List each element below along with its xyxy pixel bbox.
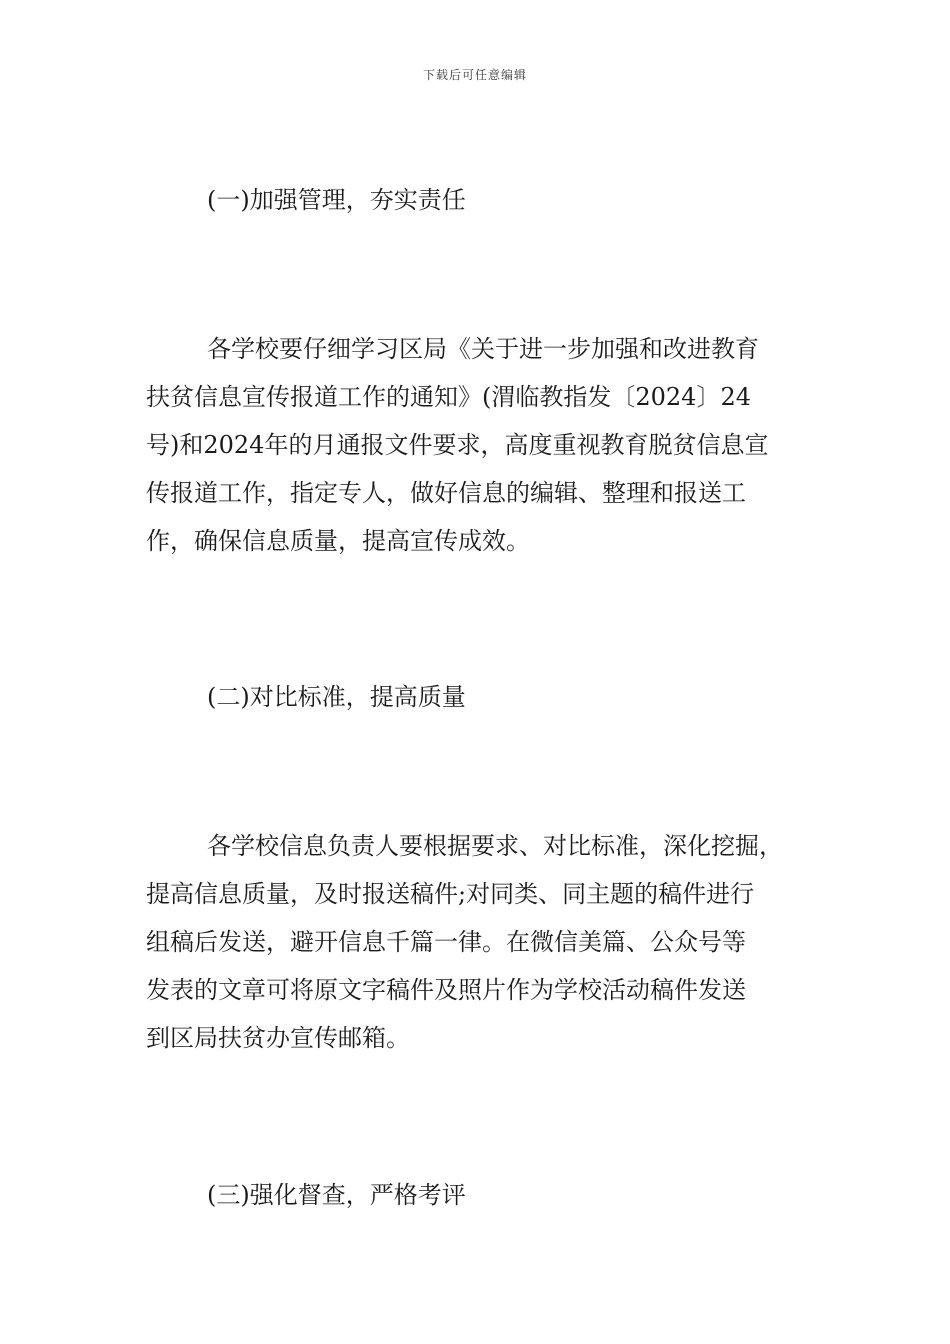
paragraph-line: 各学校要仔细学习区局《关于进一步加强和改进教育 — [207, 335, 759, 363]
paragraph-line: 作，确保信息质量，提高宣传成效。 — [146, 527, 530, 555]
paragraph-line: 提高信息质量，及时报送稿件;对同类、同主题的稿件进行 — [146, 880, 755, 908]
section-paragraph-1 — [146, 325, 806, 565]
page-header-note: 下载后可任意编辑 — [422, 68, 527, 82]
paragraph-line: 各学校信息负责人要根据要求、对比标准，深化挖掘， — [207, 832, 783, 860]
paragraph-line: 到区局扶贫办宣传邮箱。 — [146, 1024, 410, 1052]
section-heading-1: (一)加强管理，夯实责任 — [207, 186, 466, 214]
paragraph-line: 扶贫信息宣传报道工作的通知》(渭临教指发〔2024〕24 — [146, 383, 751, 411]
section-heading-2: (二)对比标准，提高质量 — [207, 683, 466, 711]
paragraph-line: 发表的文章可将原文字稿件及照片作为学校活动稿件发送 — [146, 976, 746, 1004]
paragraph-line: 号)和2024年的月通报文件要求，高度重视教育脱贫信息宣 — [146, 431, 769, 459]
paragraph-line: 传报道工作，指定专人，做好信息的编辑、整理和报送工 — [146, 479, 746, 507]
section-heading-3: (三)强化督查，严格考评 — [207, 1181, 466, 1209]
section-paragraph-2 — [146, 822, 806, 1062]
paragraph-line: 组稿后发送，避开信息千篇一律。在微信美篇、公众号等 — [146, 928, 746, 956]
